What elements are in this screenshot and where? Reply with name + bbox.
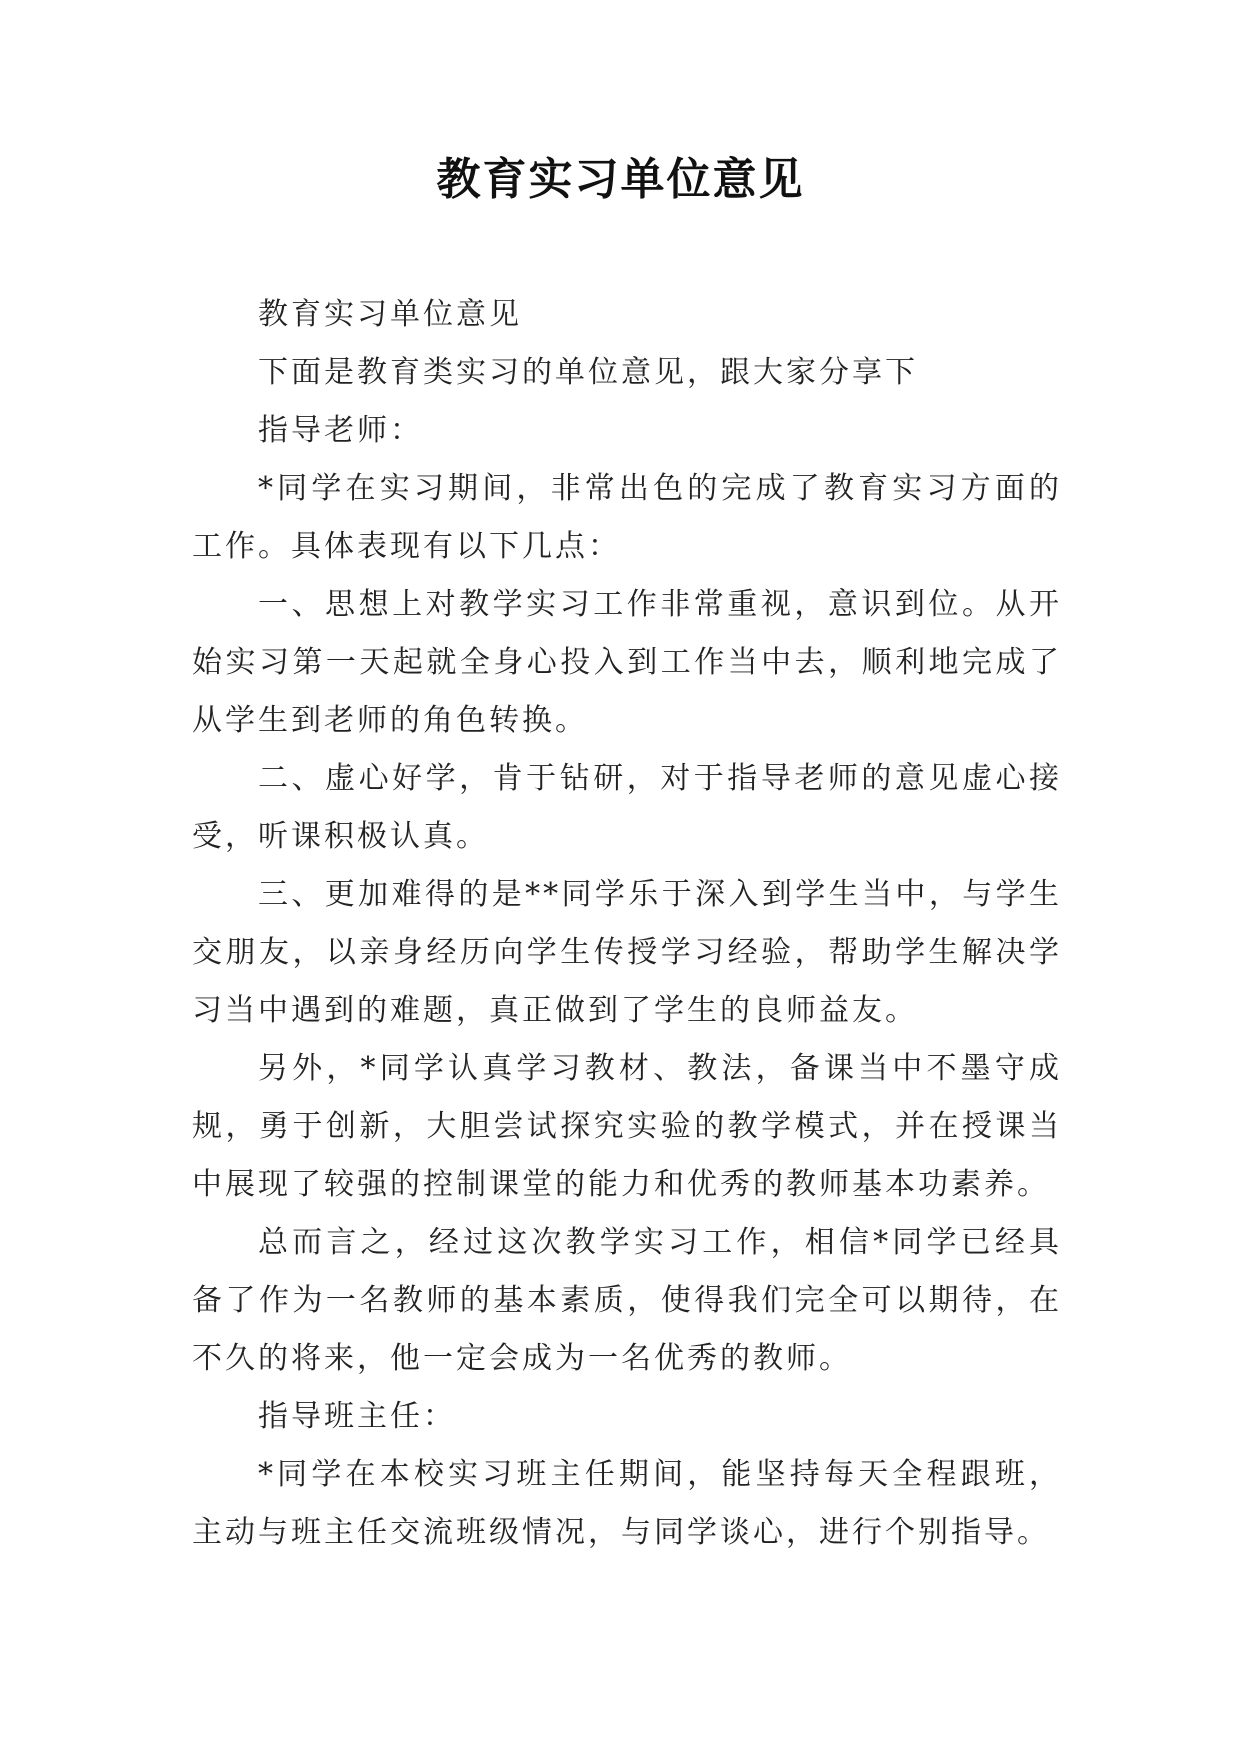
paragraph-conclusion: 总而言之，经过这次教学实习工作，相信*同学已经具备了作为一名教师的基本素质，使得我们完全可以期待，在不久的将来，他一定会成为一名优秀的教师。 — [192, 1225, 1062, 1376]
paragraph-intro: 下面是教育类实习的单位意见，跟大家分享下 — [258, 355, 918, 390]
paragraph-section-teacher: 指导老师： — [258, 413, 423, 448]
paragraph-point-three: 三、更加难得的是**同学乐于深入到学生当中，与学生交朋友，以亲身经历向学生传授学习经验，帮助学生解决学习当中遇到的难题，真正做到了学生的良师益友。 — [192, 877, 1062, 1028]
paragraph-point-one: 一、思想上对教学实习工作非常重视，意识到位。从开始实习第一天起就全身心投入到工作当中去，顺利地完成了从学生到老师的角色转换。 — [192, 587, 1062, 738]
paragraph-additional: 另外，*同学认真学习教材、教法，备课当中不墨守成规，勇于创新，大胆尝试探究实验的教学模式，并在授课当中展现了较强的控制课堂的能力和优秀的教师基本功素养。 — [192, 1051, 1062, 1202]
paragraph-heading: 教育实习单位意见 — [258, 297, 522, 332]
paragraph-teacher-summary: *同学在实习期间，非常出色的完成了教育实习方面的工作。具体表现有以下几点： — [192, 471, 1062, 564]
paragraph-section-head-teacher: 指导班主任： — [258, 1399, 456, 1434]
document-title: 教育实习单位意见 — [436, 154, 805, 205]
paragraph-head-teacher-summary: *同学在本校实习班主任期间，能坚持每天全程跟班，主动与班主任交流班级情况，与同学谈心，进行个别指导。 — [192, 1457, 1062, 1550]
document-body — [192, 286, 1062, 1562]
paragraph-point-two: 二、虚心好学，肯于钻研，对于指导老师的意见虚心接受，听课积极认真。 — [192, 761, 1062, 854]
